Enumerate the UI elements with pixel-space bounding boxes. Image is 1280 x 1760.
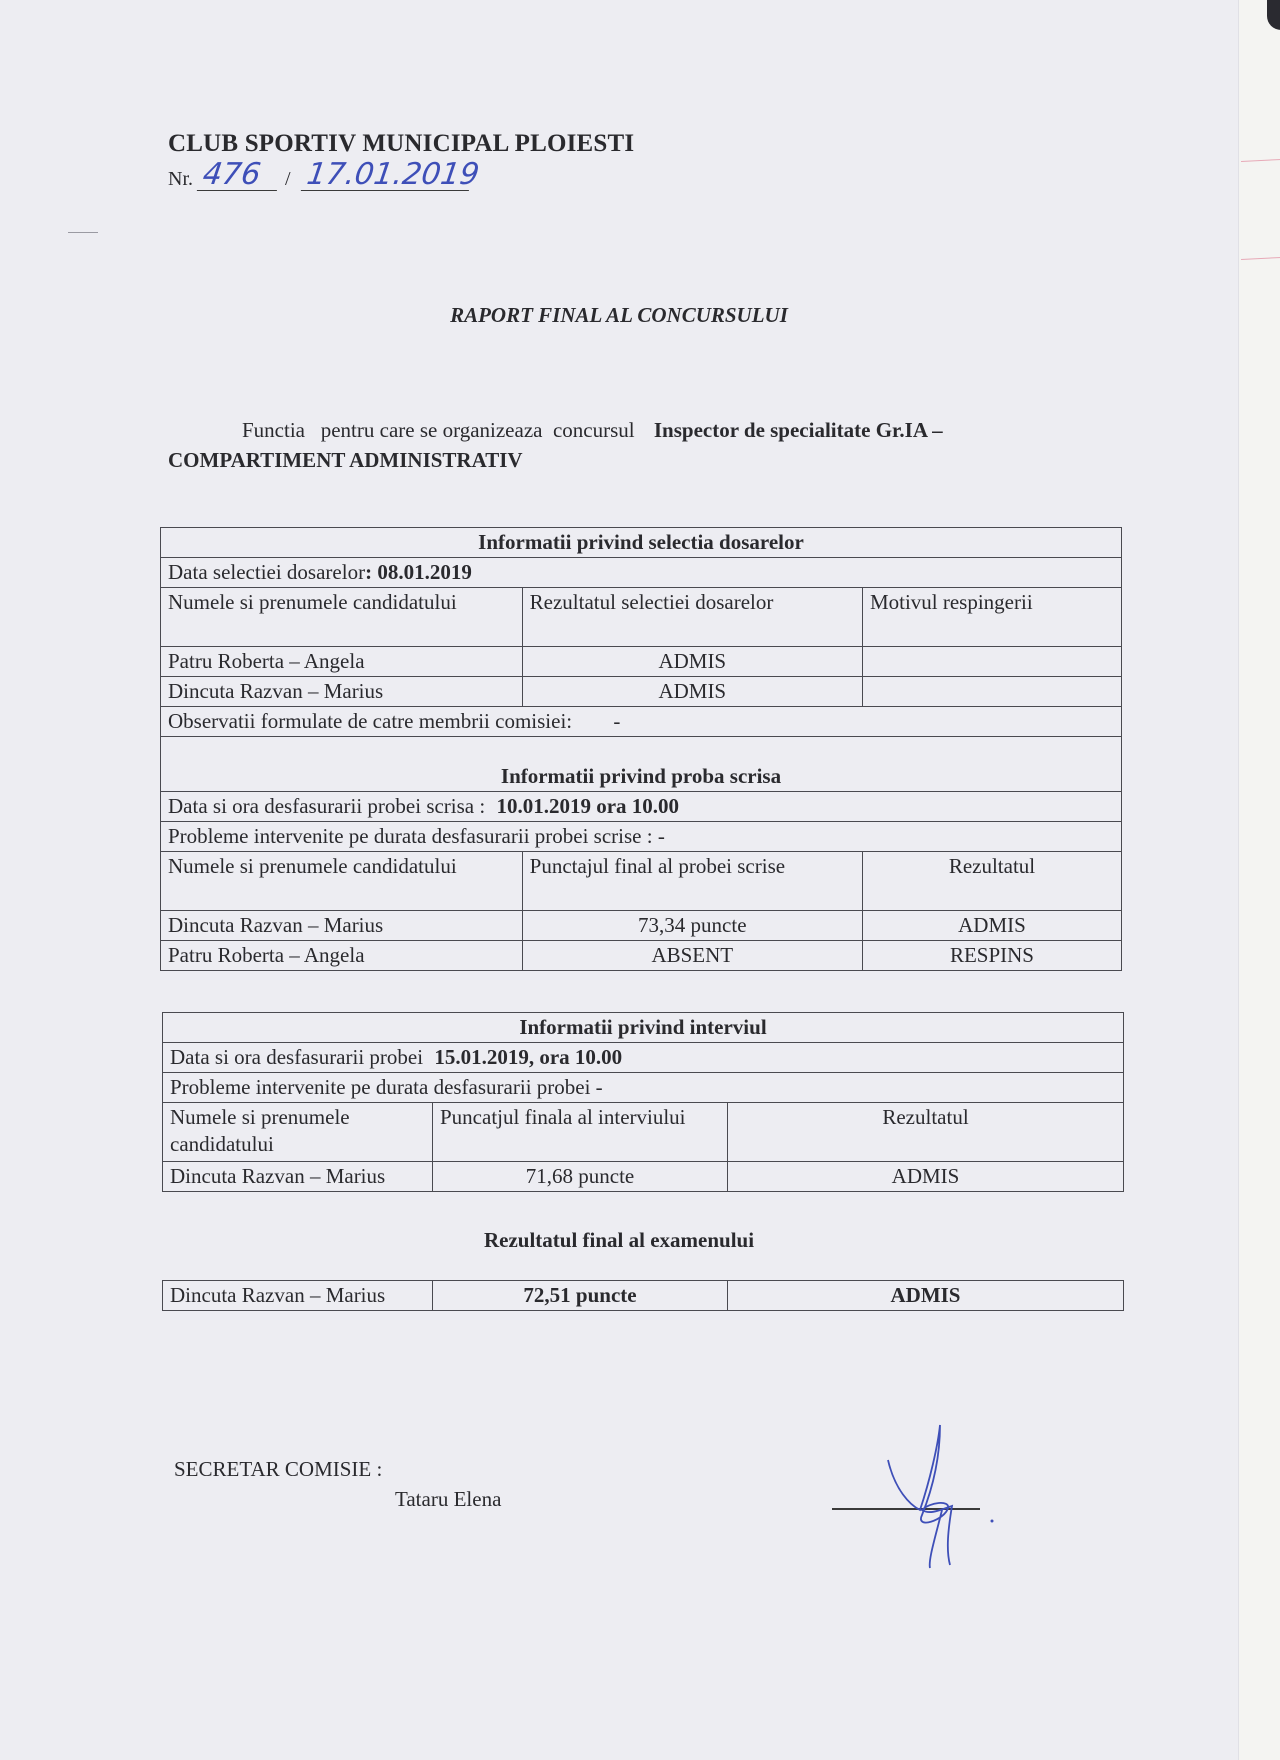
registration-number [168,157,481,192]
interview-date-label: Data si ora desfasurarii probei [170,1045,424,1069]
table-header-row [161,852,1122,911]
interview-table [162,1012,1124,1192]
table-row [161,822,1122,852]
interview-title: Informatii privind interviul [163,1013,1124,1043]
column-header: Numele si prenumele candidatului [163,1103,433,1162]
written-score: ABSENT [522,941,862,971]
candidate-name: Patru Roberta – Angela [161,647,523,677]
candidate-name: Dincuta Razvan – Marius [163,1281,433,1311]
function-position: Inspector de specialitate Gr.IA – [653,418,943,442]
column-header: Puncatjul finala al interviului [433,1103,728,1162]
handwritten-date: 17.01.2019 [300,160,472,191]
page-edge [1238,0,1280,1760]
final-score: 72,51 puncte [433,1281,728,1311]
interview-problems: Probleme intervenite pe durata desfasurarii probei - [163,1073,1124,1103]
selection-and-written-table [160,527,1122,971]
table-row [161,558,1122,588]
scan-mark [1241,257,1280,260]
table-row [163,1013,1124,1043]
observations-label: Observatii formulate de catre membrii comisiei: [168,709,573,733]
secretary-name: Tataru Elena [395,1487,502,1511]
interview-result: ADMIS [728,1162,1124,1192]
interview-score: 71,68 puncte [433,1162,728,1192]
organization-name: CLUB SPORTIV MUNICIPAL PLOIESTI [168,130,635,157]
written-title: Informatii privind proba scrisa [161,737,1122,792]
column-header: Numele si prenumele candidatului [161,588,523,647]
table-row [161,737,1122,792]
table-row [163,1162,1124,1192]
interview-date-value: 15.01.2019, ora 10.00 [434,1045,623,1069]
observations-value: - [613,709,621,733]
selection-result: ADMIS [522,677,862,707]
written-result: RESPINS [862,941,1121,971]
written-date-value: 10.01.2019 ora 10.00 [496,794,680,818]
table-row [161,647,1122,677]
candidate-name: Dincuta Razvan – Marius [161,911,523,941]
column-header: Rezultatul [862,852,1121,911]
table-row [161,528,1122,558]
rejection-reason [862,647,1121,677]
signature-icon [870,1420,1010,1570]
candidate-name: Dincuta Razvan – Marius [163,1162,433,1192]
candidate-name: Dincuta Razvan – Marius [161,677,523,707]
table-row [161,707,1122,737]
final-result-heading: Rezultatul final al examenului [483,1228,755,1252]
scanner-corner [1267,0,1280,30]
column-header: Punctajul final al probei scrise [522,852,862,911]
column-header: Motivul respingerii [862,588,1121,647]
written-date [161,792,1122,822]
selection-date-label: Data selectiei dosarelor [168,560,366,584]
column-header: Rezultatul [728,1103,1124,1162]
written-date-label: Data si ora desfasurarii probei scrisa : [168,794,486,818]
table-row [163,1073,1124,1103]
written-problems: Probleme intervenite pe durata desfasurarii probei scrise : - [161,822,1122,852]
final-result-table [162,1280,1124,1311]
selection-date-value: : 08.01.2019 [365,560,472,584]
rejection-reason [862,677,1121,707]
candidate-name: Patru Roberta – Angela [161,941,523,971]
written-result: ADMIS [862,911,1121,941]
interview-date [163,1043,1124,1073]
secretary-label: SECRETAR COMISIE : [174,1457,383,1481]
observations [161,707,1122,737]
table-row [163,1043,1124,1073]
scan-mark [68,232,98,233]
table-row [161,911,1122,941]
handwritten-nr: 476 [197,160,281,191]
function-description [168,415,1128,475]
function-label: Functia pentru care se organizeaza concursul [242,418,635,442]
selection-title: Informatii privind selectia dosarelor [161,528,1122,558]
table-row [161,941,1122,971]
nr-label: Nr. [168,168,193,190]
nr-separator: / [285,168,291,190]
report-title: RAPORT FINAL AL CONCURSULUI [450,303,788,327]
selection-date [161,558,1122,588]
table-row [161,792,1122,822]
column-header: Numele si prenumele candidatului [161,852,523,911]
table-header-row [161,588,1122,647]
table-header-row [163,1103,1124,1162]
table-row [163,1281,1124,1311]
function-department: COMPARTIMENT ADMINISTRATIV [168,448,523,472]
table-row [161,677,1122,707]
written-score: 73,34 puncte [522,911,862,941]
selection-result: ADMIS [522,647,862,677]
scan-mark [1241,159,1280,162]
column-header: Rezultatul selectiei dosarelor [522,588,862,647]
final-result: ADMIS [728,1281,1124,1311]
